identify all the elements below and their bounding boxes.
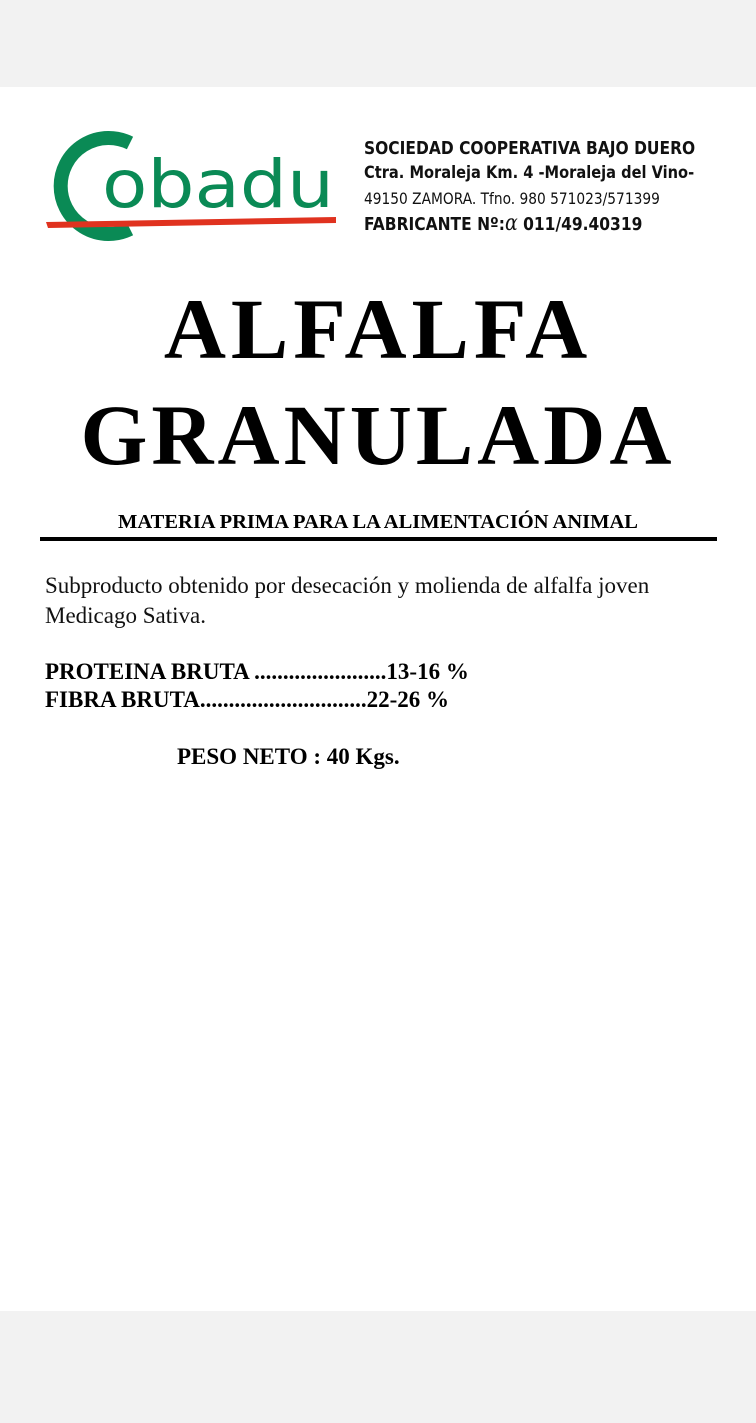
- spec-label: PROTEINA BRUTA .......................: [45, 659, 387, 684]
- manufacturer-symbol: α: [504, 211, 518, 236]
- company-name: SOCIEDAD COOPERATIVA BAJO DUERO: [364, 138, 696, 159]
- spec-value: 22-26 %: [366, 687, 450, 712]
- manufacturer-code: 011/49.40319: [517, 214, 643, 235]
- manufacturer-number: [364, 211, 691, 237]
- cobadu-logo: [44, 129, 340, 245]
- spec-protein: [45, 658, 469, 686]
- product-subtitle: MATERIA PRIMA PARA LA ALIMENTACIÓN ANIMAL: [118, 511, 638, 533]
- spec-label: FIBRA BRUTA.............................: [45, 687, 367, 712]
- product-title-line-1: ALFALFA: [163, 281, 593, 377]
- divider: [40, 537, 717, 541]
- company-info: [364, 136, 696, 237]
- product-description: Subproducto obtenido por desecación y molienda de alfalfa joven Medicago Sativa.: [45, 573, 650, 628]
- product-title-line-2: GRANULADA: [80, 387, 676, 483]
- spec-fiber: [45, 686, 449, 714]
- manufacturer-label: FABRICANTE Nº:: [364, 214, 505, 235]
- company-address-line-1: Ctra. Moraleja Km. 4 -Moraleja del Vino-: [364, 163, 695, 183]
- company-address-line-2: 49150 ZAMORA. Tfno. 980 571023/571399: [364, 189, 660, 208]
- spec-value: 13-16 %: [386, 659, 469, 684]
- label-sheet: [0, 87, 756, 1311]
- net-weight: PESO NETO : 40 Kgs.: [177, 744, 400, 769]
- logo-text: obadu: [102, 146, 334, 223]
